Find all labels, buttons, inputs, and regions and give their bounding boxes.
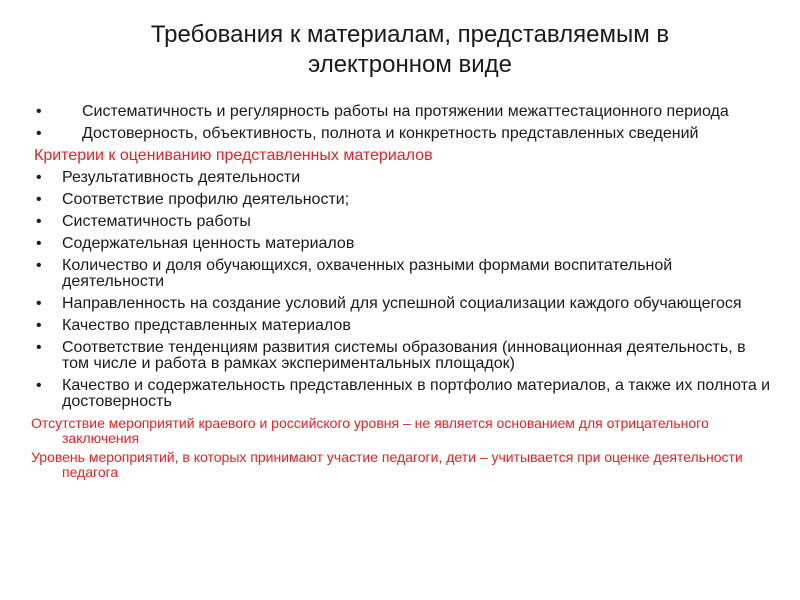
criteria-item xyxy=(31,214,771,230)
criteria-item xyxy=(31,192,771,208)
bullet-icon: • xyxy=(36,377,42,394)
criteria-text: Систематичность работы xyxy=(62,213,251,230)
requirement-item xyxy=(31,104,771,120)
criteria-text: Направленность на создание условий для успешной социализации каждого обучающегося xyxy=(62,295,742,312)
criteria-text: Качество представленных материалов xyxy=(62,317,351,334)
requirement-text: Достоверность, объективность, полнота и конкретность представленных сведений xyxy=(82,125,699,142)
criteria-item xyxy=(31,296,771,312)
criteria-text: Соответствие профилю деятельности; xyxy=(62,191,350,208)
bullet-icon: • xyxy=(36,103,42,120)
criteria-item xyxy=(31,170,771,186)
criteria-item xyxy=(31,318,771,334)
bullet-icon: • xyxy=(36,317,42,334)
bullet-icon: • xyxy=(36,295,42,312)
bullet-icon: • xyxy=(36,257,42,274)
bullet-icon: • xyxy=(36,339,42,356)
criteria-text: Соответствие тенденциям развития системы образования (инновационная деятельность, в том числе и работа в рамках экспериментальных площадок) xyxy=(62,339,746,372)
slide-title: Требования к материалам, представляемым в электронном виде xyxy=(150,21,670,78)
criteria-text: Качество и содержательность представленных в портфолио материалов, а также их полнота и достоверность xyxy=(62,377,771,410)
requirement-text: Систематичность и регулярность работы на протяжении межаттестационного периода xyxy=(82,103,729,120)
criteria-item xyxy=(31,236,771,252)
criteria-text: Количество и доля обучающихся, охваченных разными формами воспитательной деятельности xyxy=(62,257,673,290)
criteria-heading: Критерии к оцениванию представленных материалов xyxy=(34,147,433,164)
criteria-text: Содержательная ценность материалов xyxy=(62,235,355,252)
bullet-icon: • xyxy=(36,169,42,186)
slide-content xyxy=(31,104,771,484)
note-text: Отсутствие мероприятий краевого и российского уровня – не является основанием для отрицательного заключения xyxy=(31,415,709,446)
bullet-icon: • xyxy=(36,235,42,252)
requirement-item xyxy=(31,126,771,142)
criteria-item xyxy=(31,340,771,372)
bullet-icon: • xyxy=(36,125,42,142)
criteria-item xyxy=(31,258,771,290)
bullet-icon: • xyxy=(36,191,42,208)
bullet-icon: • xyxy=(36,213,42,230)
criteria-item xyxy=(31,378,771,410)
criteria-text: Результативность деятельности xyxy=(62,169,301,186)
note-text: Уровень мероприятий, в которых принимают участие педагоги, дети – учитывается при оценке деятельности педагога xyxy=(31,449,743,480)
